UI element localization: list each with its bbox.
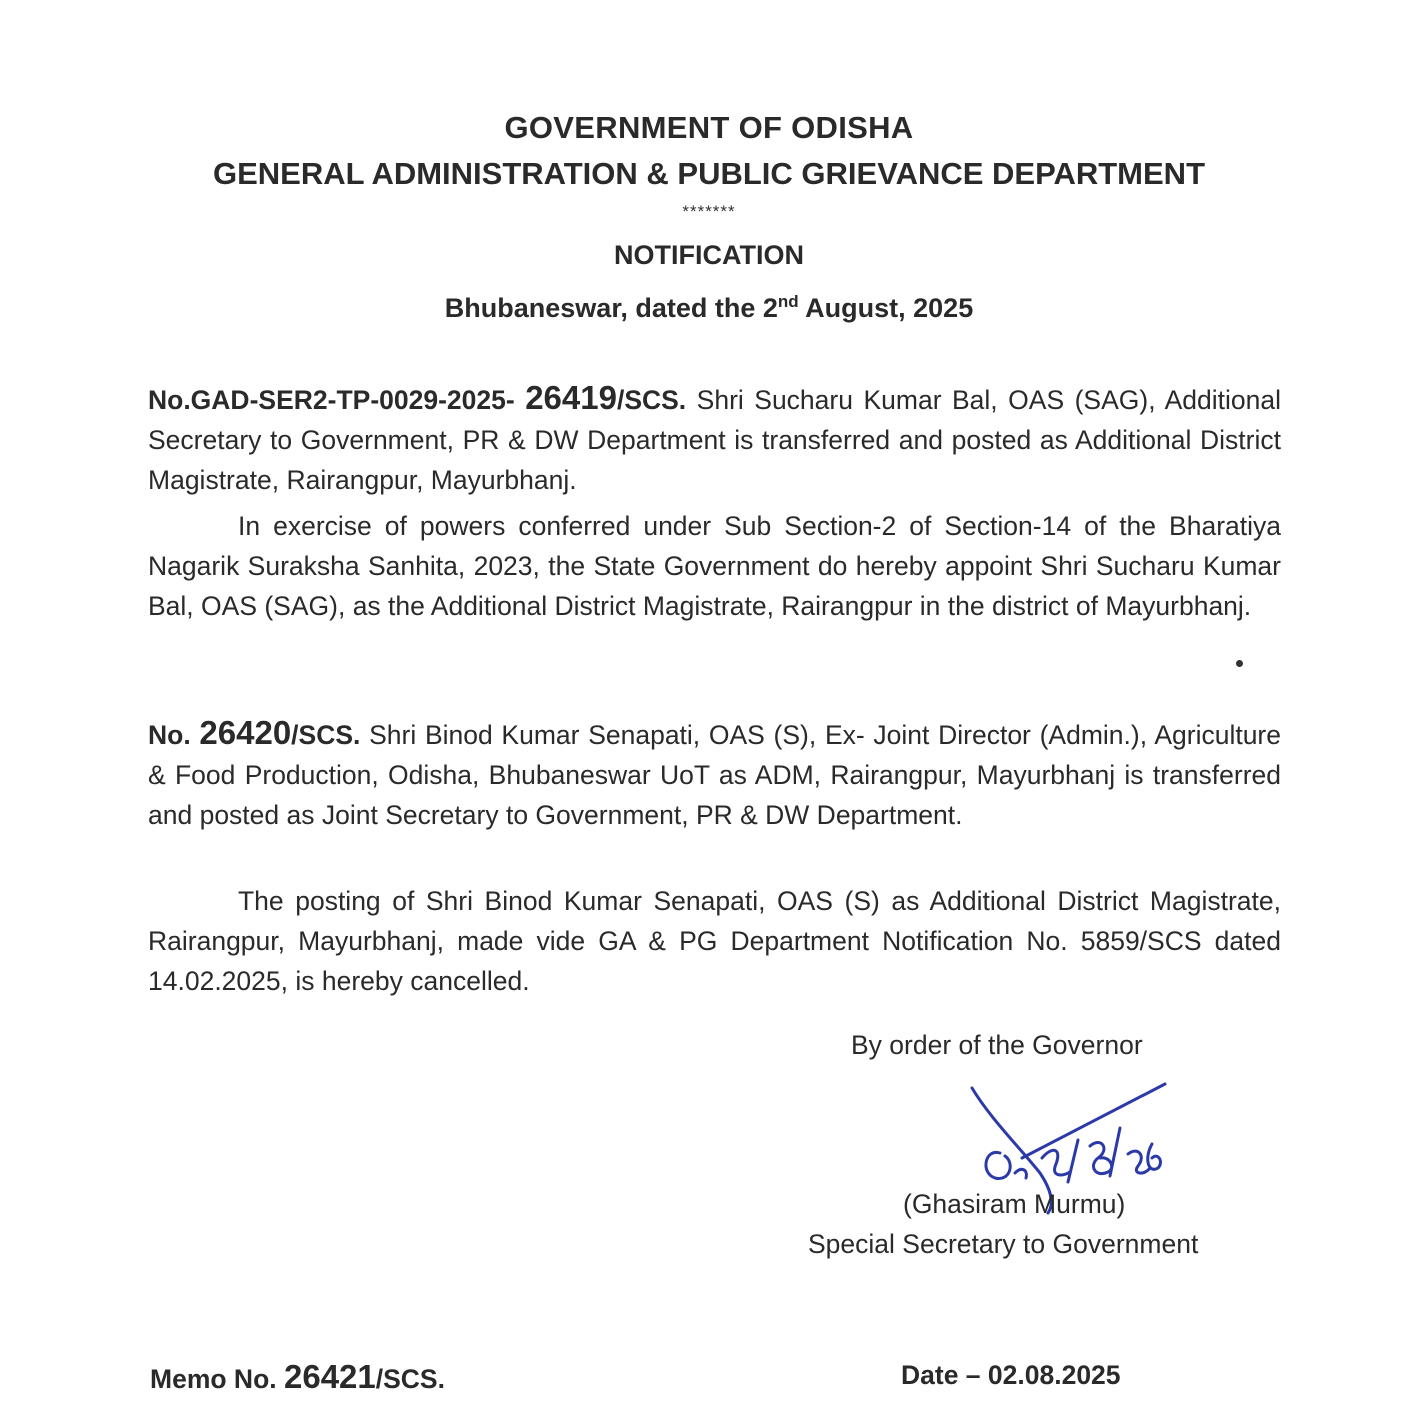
ink-speck [1236, 660, 1243, 667]
order-text: Shri Binod Kumar Senapati, OAS (S), Ex- Joint Director (Admin.), Agriculture & Food Production, Odisha, Bhubaneswar UoT as ADM, Rairangpur, Mayurbhanj is transferred and posted as Joint Secretary to Government, PR & DW Department. [148, 720, 1281, 830]
order-paragraph-2 [148, 713, 1281, 835]
order-text: Shri Sucharu Kumar Bal, OAS (SAG), Additional Secretary to Government, PR & DW Department is transferred and posted as Additional District Magistrate, Rairangpur, Mayurbhanj. [148, 385, 1281, 495]
cancellation-paragraph: The posting of Shri Binod Kumar Senapati, OAS (S) as Additional District Magistrate, Rairangpur, Mayurbhanj, made vide GA & PG Department Notification No. 5859/SCS dated 14.02.2025, is hereby cancelled. [148, 886, 1281, 996]
order-number-prefix: No.GAD-SER2-TP-0029-2025- [148, 385, 526, 415]
by-order-line: By order of the Governor [851, 1030, 1143, 1060]
signatory-name: (Ghasiram Murmu) [903, 1189, 1126, 1219]
department-heading: GENERAL ADMINISTRATION & PUBLIC GRIEVANCE DEPARTMENT [212, 156, 1205, 191]
memo-prefix: Memo No. [150, 1364, 284, 1394]
notification-title: NOTIFICATION [614, 240, 804, 270]
separator: ******* [682, 202, 736, 221]
dated-ordinal: nd [777, 292, 799, 311]
order-number: 26419 [525, 379, 617, 416]
memo-suffix: /SCS. [375, 1364, 445, 1394]
order-number-prefix: No. [148, 720, 200, 750]
memo-date: Date – 02.08.2025 [901, 1360, 1121, 1390]
appointment-paragraph: In exercise of powers conferred under Sub Section-2 of Section-14 of the Bharatiya Nagarik Suraksha Sanhita, 2023, the State Government do hereby appoint Shri Sucharu Kumar Bal, OAS (SAG), as the Additional District Magistrate, Rairangpur in the district of Mayurbhanj. [148, 511, 1281, 621]
memo-number-value: 26421 [283, 1358, 376, 1395]
government-heading: GOVERNMENT OF ODISHA [504, 110, 914, 145]
dated-suffix: August, 2025 [798, 293, 974, 323]
dated-line [0, 292, 1418, 324]
signatory-designation: Special Secretary to Government [808, 1229, 1199, 1259]
order-number: 26420 [199, 714, 292, 751]
order-paragraph-1 [148, 378, 1281, 500]
order-number-suffix: /SCS. [291, 720, 361, 750]
order-number-suffix: /SCS. [616, 385, 687, 415]
memo-number [150, 1358, 445, 1396]
dated-prefix: Bhubaneswar, dated the 2 [444, 293, 778, 323]
